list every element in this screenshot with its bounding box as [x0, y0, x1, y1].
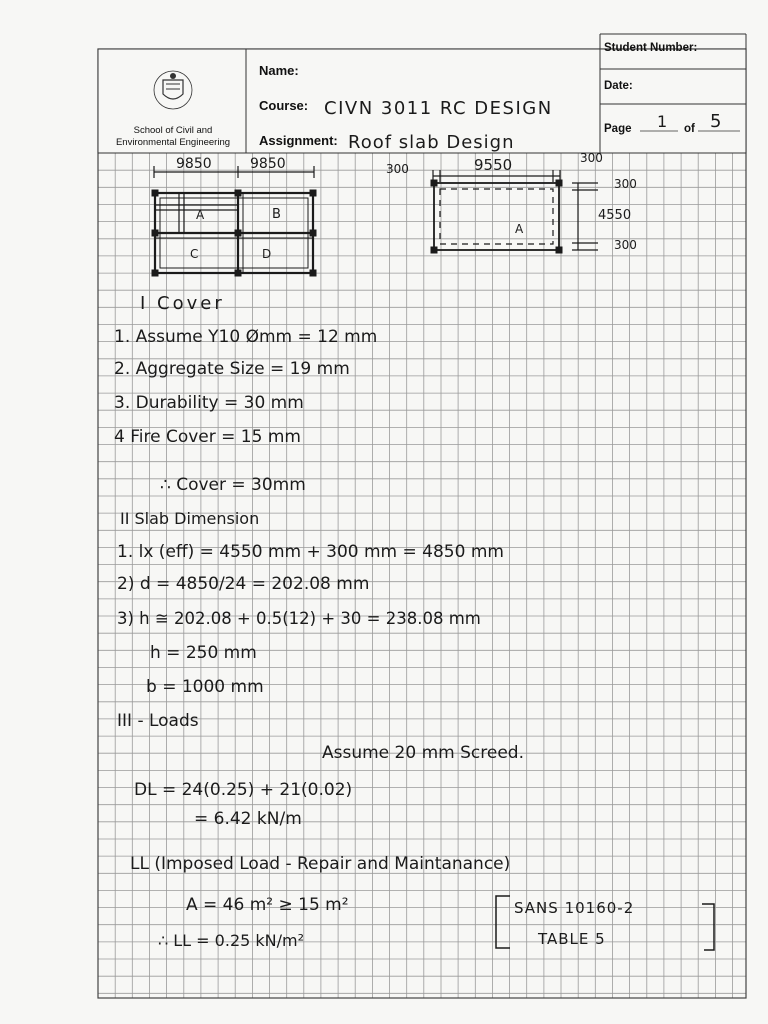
slab-line-1: 1. lx (eff) = 4550 mm + 300 mm = 4850 mm [117, 542, 504, 562]
section-loads-title: III - Loads [117, 711, 199, 731]
panel-label-a: A [196, 208, 205, 222]
panel-label-c: C [190, 247, 199, 261]
dead-load-line-1: DL = 24(0.25) + 21(0.02) [134, 780, 353, 800]
detail-dim-top-left: 300 [386, 162, 409, 176]
panel-label-d: D [262, 247, 272, 261]
area-check: A = 46 m² ≥ 15 m² [186, 895, 349, 915]
section-slab-dimension-title: II Slab Dimension [120, 509, 260, 528]
detail-dim-top-span: 9550 [474, 156, 513, 174]
detail-dim-top-right: 300 [580, 151, 603, 165]
detail-panel-label: A [515, 222, 524, 236]
reference-bracket-right [702, 904, 714, 950]
live-load-heading: LL (Imposed Load - Repair and Maintanance) [130, 854, 511, 874]
cover-line-4: 4 Fire Cover = 15 mm [114, 427, 301, 447]
student-number-label: Student Number: [604, 42, 698, 54]
cover-result: ∴ Cover = 30mm [160, 475, 306, 495]
slab-plan-sketch [152, 166, 316, 276]
of-label: of [684, 123, 695, 135]
plan-dim-2: 9850 [250, 156, 286, 172]
detail-dim-right-span: 4550 [598, 208, 632, 223]
code-table-reference: TABLE 5 [538, 930, 606, 948]
live-load-value: ∴ LL = 0.25 kN/m² [158, 931, 305, 950]
school-name-line2: Environmental Engineering [115, 137, 231, 148]
course-label: Course: [259, 98, 309, 113]
panel-label-b: B [272, 207, 281, 222]
cover-line-1: 1. Assume Y10 Ømm = 12 mm [114, 327, 378, 347]
section-cover-title: I Cover [140, 293, 225, 314]
name-label: Name: [259, 63, 299, 78]
screed-assumption: Assume 20 mm Screed. [322, 743, 524, 763]
course-value: CIVN 3011 RC DESIGN [324, 98, 553, 119]
slab-line-5: b = 1000 mm [146, 677, 264, 697]
header-block [98, 34, 746, 153]
slab-line-4: h = 250 mm [150, 643, 257, 663]
section-slab-dimension [117, 509, 504, 697]
panel-a-sketch [431, 170, 598, 253]
slab-line-3: 3) h ≅ 202.08 + 0.5(12) + 30 = 238.08 mm [117, 609, 481, 628]
cover-line-2: 2. Aggregate Size = 19 mm [114, 359, 350, 379]
assignment-value: Roof slab Design [348, 132, 515, 153]
reference-bracket-left [496, 896, 510, 948]
date-label: Date: [604, 80, 633, 92]
slab-line-2: 2) d = 4850/24 = 202.08 mm [117, 574, 370, 594]
code-reference: SANS 10160-2 [514, 899, 635, 917]
dead-load-line-2: = 6.42 kN/m [194, 809, 302, 829]
detail-dim-right-top: 300 [614, 177, 637, 191]
cover-line-3: 3. Durability = 30 mm [114, 393, 304, 413]
assignment-label: Assignment: [259, 133, 338, 148]
section-loads [117, 711, 714, 950]
page-label: Page [604, 123, 632, 135]
page-total: 5 [710, 111, 722, 132]
school-name-line1: School of Civil and [133, 125, 213, 136]
plan-dim-1: 9850 [176, 156, 212, 172]
page-number: 1 [657, 112, 668, 131]
detail-dim-right-bottom: 300 [614, 238, 637, 252]
